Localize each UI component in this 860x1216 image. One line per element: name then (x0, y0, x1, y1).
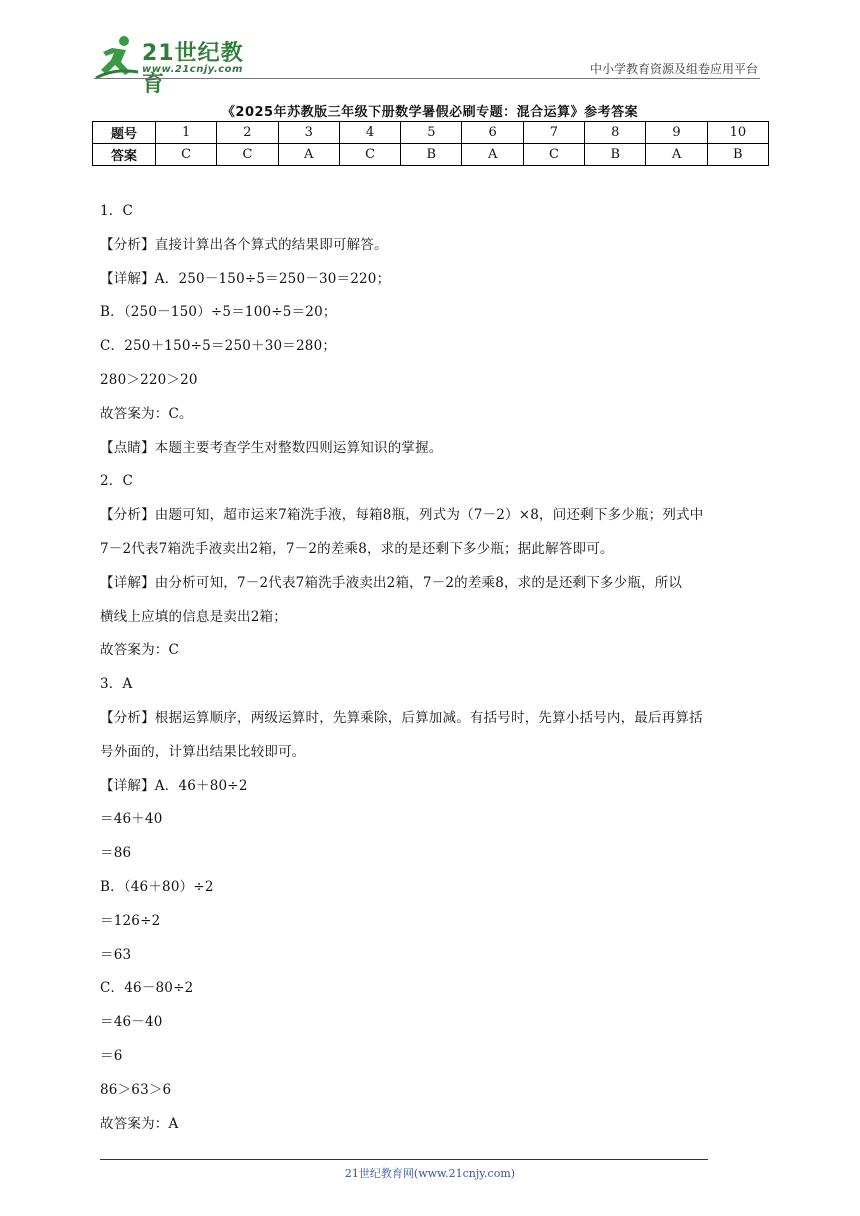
text-line: 故答案为：A (100, 1115, 179, 1132)
table-cell: B (585, 144, 646, 166)
text-line: 3．A (100, 676, 133, 693)
footer-link[interactable]: 21世纪教育网(www.21cnjy.com) (344, 1167, 516, 1180)
text-line: 故答案为：C (100, 642, 180, 659)
table-cell: A (462, 144, 523, 166)
table-cell: 10 (707, 122, 768, 144)
text-line: ＝126÷2 (100, 912, 161, 929)
page-header (94, 30, 760, 97)
table-cell: B (401, 144, 462, 166)
table-cell: 1 (156, 122, 217, 144)
text-line: B．（46＋80）÷2 (100, 878, 214, 895)
table-cell: 5 (401, 122, 462, 144)
table-cell: B (707, 144, 768, 166)
text-line: 【详解】A．250－150÷5＝250－30＝220； (100, 270, 391, 287)
row-label-answer: 答案 (93, 144, 156, 166)
text-line: 【分析】直接计算出各个算式的结果即可解答。 (100, 236, 388, 253)
answer-table (92, 121, 769, 166)
text-line: 【分析】根据运算顺序，两级运算时，先算乘除，后算加减。有括号时，先算小括号内，最后再算括 (100, 709, 703, 726)
text-line: 号外面的，计算出结果比较即可。 (100, 743, 306, 760)
footer-divider (100, 1159, 708, 1160)
document-title: 《2025年苏教版三年级下册数学暑假必刷专题：混合运算》参考答案 (221, 105, 639, 120)
answer-explanations (100, 195, 772, 1141)
row-label-number: 题号 (93, 122, 156, 144)
text-line: ＝63 (100, 946, 132, 963)
text-line: 横线上应填的信息是卖出2箱； (100, 608, 287, 625)
text-line: ＝46＋40 (100, 811, 163, 828)
text-line: 2．C (100, 473, 134, 490)
table-row-numbers (93, 122, 769, 144)
text-line: ＝6 (100, 1047, 123, 1064)
table-cell: 8 (585, 122, 646, 144)
text-line: 1．C (100, 203, 134, 219)
table-cell: C (217, 144, 278, 166)
text-line: 【点睛】本题主要考查学生对整数四则运算知识的掌握。 (100, 439, 443, 456)
text-line: 86＞63＞6 (100, 1081, 172, 1098)
table-cell: 7 (523, 122, 584, 144)
text-line: 7－2代表7箱洗手液卖出2箱，7－2的差乘8，求的是还剩下多少瓶；据此解答即可。 (100, 540, 614, 557)
text-line: C．250＋150÷5＝250＋30＝280； (100, 338, 337, 355)
table-cell: A (278, 144, 339, 166)
table-cell: C (339, 144, 400, 166)
text-line: ＝86 (100, 845, 132, 862)
table-cell: 4 (339, 122, 400, 144)
text-line: 【分析】由题可知，超市运来7箱洗手液，每箱8瓶，列式为（7－2）×8，问还剩下多少瓶；列式中 (100, 507, 704, 524)
text-line: 280＞220＞20 (100, 371, 198, 388)
header-divider (94, 78, 760, 79)
text-line: B．（250－150）÷5＝100÷5＝20； (100, 304, 337, 321)
table-cell: C (523, 144, 584, 166)
text-line: C．46－80÷2 (100, 980, 194, 997)
text-line: ＝46－40 (100, 1014, 163, 1031)
runner-logo-icon (94, 34, 140, 80)
header-tagline: 中小学教育资源及组卷应用平台 (589, 62, 758, 76)
table-row-answers (93, 144, 769, 166)
site-logo[interactable] (94, 34, 264, 97)
table-cell: C (156, 144, 217, 166)
table-cell: 9 (646, 122, 707, 144)
text-line: 故答案为：C。 (100, 405, 193, 422)
table-cell: 6 (462, 122, 523, 144)
text-line: 【详解】A．46＋80÷2 (100, 777, 248, 794)
table-cell: 2 (217, 122, 278, 144)
logo-url: www.21cnjy.com (142, 64, 243, 75)
text-line: 【详解】由分析可知，7－2代表7箱洗手液卖出2箱，7－2的差乘8，求的是还剩下多少瓶，所以 (100, 574, 683, 591)
table-cell: 3 (278, 122, 339, 144)
table-cell: A (646, 144, 707, 166)
logo-text: 21世纪教育 (142, 41, 244, 97)
